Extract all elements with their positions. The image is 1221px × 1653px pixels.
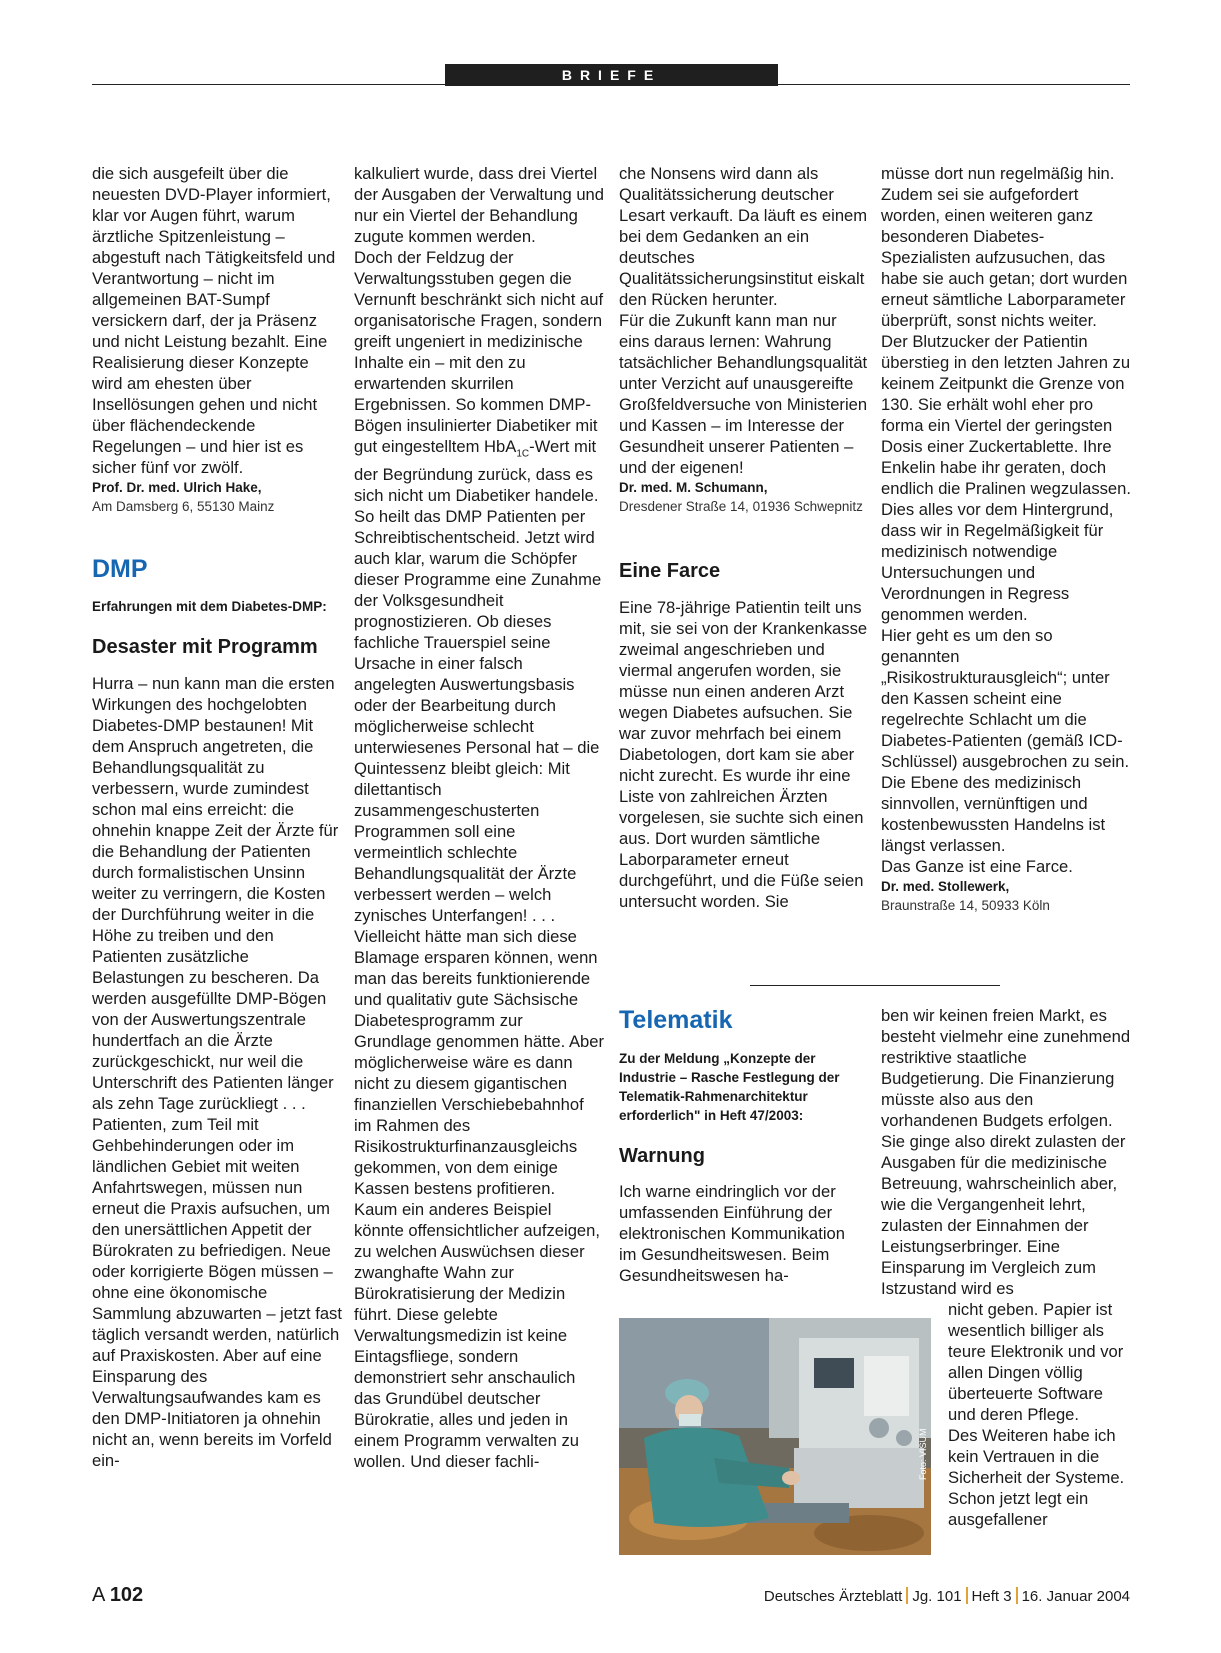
- paragraph: ben wir keinen freien Markt, es besteht vielmehr eine zunehmend restriktive staatliche Budgetierung. Die Finanzierung müsste also aus den vorhandenen Budgets erfolgen. Sie ginge also direkt zulasten der Ausgaben für die medizinische Betreuung, wahrscheinlich aber, wie die Vergangenheit lehrt, zulasten der Einnahmen der Leistungserbringer. Eine Einsparung im Vergleich zum Istzustand wird es: [881, 1006, 1131, 1298]
- photo-credit: Foto: VISUM: [918, 1428, 928, 1480]
- letter-body: Eine 78-jährige Patientin teilt uns mit, sie sei von der Krankenkasse zweimal angeschrieben und viermal angerufen worden, sie müsse nun einen anderen Arzt wegen Diabetes aufsuchen. Sie war zuvor mehrfach bei einem Diabetologen, dort kam sie aber nicht zurecht. Es wurde ihr eine Liste von zahlreichen Ärzten vorgelesen, sie suchte sich einen aus. Dort wurden sämtliche Laborparameter erneut durchgeführt, und die Füße seien untersucht worden. Sie: [619, 598, 868, 911]
- page-number-value: 102: [109, 1584, 144, 1606]
- separator: [906, 1587, 908, 1604]
- section-title-dmp: DMP: [92, 555, 148, 583]
- paragraph: kalkuliert wurde, dass drei Viertel der Ausgaben der Verwaltung und nur ein Viertel der Behandlung zugute kommen werden.: [354, 164, 605, 246]
- signature-name: Prof. Dr. med. Ulrich Hake,: [92, 480, 262, 495]
- headline: Warnung: [619, 1145, 705, 1167]
- paragraph-text: -Wert mit der Begründung zurück, dass es sich nicht um Diabetiker handele. So heilt das DMP Patienten per Schreibtischentscheid. Jetzt wird auch klar, warum die Schöpfer dieser Programme eine Zunahme der Volksgesundheit prognostizieren. Ob dieses fachliche Trauerspiel seine Ursache in einer falsch angelegten Auswertungsbasis oder der Bearbeitung durch möglicherweise schlecht unterwiesenes Personal hat – die Quintessenz bleibt gleich: Mit dilettantisch zusammengeschusterten Programmen soll eine vermeintlich schlechte Behandlungsqualität der Ärzte verbessert werden – welch zynisches Unterfangen! . . .: [354, 437, 602, 926]
- subscript: 1C: [516, 448, 530, 460]
- letter-body: Ich warne eindringlich vor der umfassenden Einführung der elektronischen Kommunikation im Gesundheitswesen. Beim Gesundheitswesen ha-: [619, 1182, 845, 1285]
- paragraph: che Nonsens wird dann als Qualitätssicherung deutscher Lesart verkauft. Da läuft es einem bei dem Gedanken an ein deutsches Qualitätssicherungsinstitut eiskalt den Rücken herunter.: [619, 164, 868, 309]
- paragraph: Das Ganze ist eine Farce.: [881, 857, 1073, 876]
- journal-info: [764, 1587, 1130, 1605]
- signature-name: Dr. med. M. Schumann,: [619, 480, 768, 495]
- column-4: [881, 163, 1131, 915]
- paragraph: Kaum ein anderes Beispiel könnte offensichtlicher aufzeigen, zu welchen Auswüchsen dieser zwanghafte Wahn zur Bürokratisierung der Medizin führt. Diese gelebte Verwaltungsmedizin ist keine Eintagsfliege, sondern demonstriert sehr anschaulich das Grundübel deutscher Bürokratie, alles und jeden in einem Programm verwalten zu wollen. Und dieser fachli-: [354, 1200, 600, 1472]
- paragraph: Hier geht es um den so genannten „Risikostrukturausgleich“; unter den Kassen scheint eine regelrechte Schlacht um die Diabetes-Patienten (gemäß ICD-Schlüssel) ausgebrochen zu sein.: [881, 626, 1130, 771]
- column-4-telematik: [881, 1005, 1131, 1299]
- kicker: Zu der Meldung „Konzepte der Industrie – Rasche Festlegung der Telematik-Rahmenarchitektur erforderlich" in Heft 47/2003:: [619, 1051, 840, 1123]
- headline: Eine Farce: [619, 560, 721, 582]
- column-1: [92, 163, 342, 1471]
- headline: Desaster mit Programm: [92, 636, 318, 658]
- signature-address: Dresdener Straße 14, 01936 Schwepnitz: [619, 499, 863, 514]
- letter-continuation: die sich ausgefeilt über die neuesten DVD-Player informiert, klar vor Augen führt, warum ärztliche Spitzenleistung – abgestuft nach Tätigkeitsfeld und Verantwortung – nicht im allgemeinen BAT-Sumpf versickern darf, der ja Präsenz und nicht Leistung bezahlt. Eine Realisierung dieser Konzepte wird am ehesten über Insellösungen gehen und nicht über flächendeckende Regelungen – und hier ist es sicher fünf vor zwölf.: [92, 164, 336, 477]
- section-header: BRIEFE: [445, 64, 778, 86]
- paragraph: Vielleicht hätte man sich diese Blamage ersparen können, wenn man das bereits funktionierende und qualitativ gute Sächsische Diabetesprogramm zur Grundlage genommen hätte. Aber möglicherweise wäre es dann nicht zu diesem gigantischen finanziellen Verschiebebahnhof im Rahmen des Risikostrukturfinanzausgleichs gekommen, von dem einige Kassen bestens profitieren.: [354, 927, 604, 1199]
- column-3-telematik: [619, 1005, 864, 1286]
- column-4-narrow: [948, 1299, 1130, 1530]
- paragraph: Für die Zukunft kann man nur eins daraus lernen: Wahrung tatsächlicher Behandlungsqualität unter Verzicht auf unausgereifte Großfeldversuche von Ministerien und Kassen – im Interesse der Gesundheit unserer Patienten – und der eigenen!: [619, 311, 868, 477]
- page-number: [92, 1584, 143, 1607]
- paragraph: Der Blutzucker der Patientin überstieg in den letzten Jahren zu keinem Zeitpunkt die Grenze von 130. Sie erhält wohl eher pro forma ein Viertel der geringsten Dosis einer Zuckertablette. Ihre Enkelin habe ihr geraten, doch endlich die Pralinen wegzulassen.: [881, 332, 1131, 498]
- paragraph: nicht geben. Papier ist wesentlich billiger als teure Elektronik und vor allen Dingen völlig überteuerte Software und deren Pflege.: [948, 1300, 1124, 1424]
- kicker: Erfahrungen mit dem Diabetes-DMP:: [92, 599, 327, 614]
- letter-body: Hurra – nun kann man die ersten Wirkungen des hochgelobten Diabetes-DMP bestaunen! Mit dem Anspruch angetreten, die Behandlungsqualität zu verbessern, wurde zumindest schon mal eins erreicht: die ohnehin knappe Zeit der Ärzte für die Behandlung der Patienten durch formalistischen Unsinn weiter zu verringern, die Kosten der Durchführung weiter in die Höhe zu treiben und den Patienten zusätzliche Belastungen zu bescheren. Da werden ausgefüllte DMP-Bögen von der Auswertungszentrale hundertfach an die Ärzte zurückgeschickt, nur weil die Unterschrift des Patienten länger als zehn Tage zurückliegt . . . Patienten, zum Teil mit Gehbehinderungen oder im ländlichen Gebiet mit weiten Anfahrtswegen, müssen nun erneut die Praxis aufsuchen, um den unersättlichen Appetit der Bürokraten zu befriedigen. Neue oder korrigierte Bögen müssen – ohne eine ökonomische Sammlung abzuwarten – jetzt fast täglich versandt werden, natürlich auf Praxiskosten. Aber auf eine Einsparung des Verwaltungsaufwandes kam es den DMP-Initiatoren ja ohnehin nicht an, wenn bereits im Vorfeld ein-: [92, 674, 342, 1470]
- signature-name: Dr. med. Stollewerk,: [881, 879, 1010, 894]
- section-title-telematik: Telematik: [619, 1006, 733, 1034]
- journal-volume: Jg. 101: [912, 1588, 962, 1605]
- paragraph: Dies alles vor dem Hintergrund, dass wir in Regelmäßigkeit für medizinisch notwendige Untersuchungen und Verordnungen in Regress genommen werden.: [881, 500, 1114, 624]
- photo-hospital-ward: [619, 1318, 931, 1555]
- journal-name: Deutsches Ärzteblatt: [763, 1588, 903, 1605]
- separator: [966, 1587, 968, 1604]
- paragraph: müsse dort nun regelmäßig hin. Zudem sei sie aufgefordert worden, einen weiteren ganz besonderen Diabetes-Spezialisten aufzusuchen, das habe sie auch getan; dort wurden erneut sämtliche Laborparameter überprüft, sonst nichts weiter.: [881, 164, 1128, 330]
- paragraph: Des Weiteren habe ich kein Vertrauen in die Sicherheit der Systeme. Schon jetzt legt ein ausgefallener: [948, 1426, 1125, 1529]
- column-3: [619, 163, 869, 912]
- paragraph-text: Doch der Feldzug der Verwaltungsstuben gegen die Vernunft beschränkt sich nicht auf organisatorische Fragen, sondern greift ungeniert in medizinische Inhalte ein – mit den zu erwartenden skurrilen Ergebnissen. So kommen DMP-Bögen insulinierter Diabetiker mit gut eingestelltem HbA: [354, 248, 604, 456]
- paragraph: Die Ebene des medizinisch sinnvollen, vernünftigen und kostenbewussten Handelns ist längst verlassen.: [881, 773, 1106, 855]
- signature-address: Braunstraße 14, 50933 Köln: [881, 898, 1050, 913]
- journal-issue: Heft 3: [971, 1588, 1012, 1605]
- column-2: [354, 163, 604, 1472]
- page-prefix: A: [92, 1584, 105, 1606]
- signature-address: Am Damsberg 6, 55130 Mainz: [92, 499, 275, 514]
- separator: [1016, 1587, 1018, 1604]
- paragraph: [354, 247, 604, 926]
- divider: [750, 985, 1000, 986]
- journal-date: 16. Januar 2004: [1021, 1588, 1130, 1605]
